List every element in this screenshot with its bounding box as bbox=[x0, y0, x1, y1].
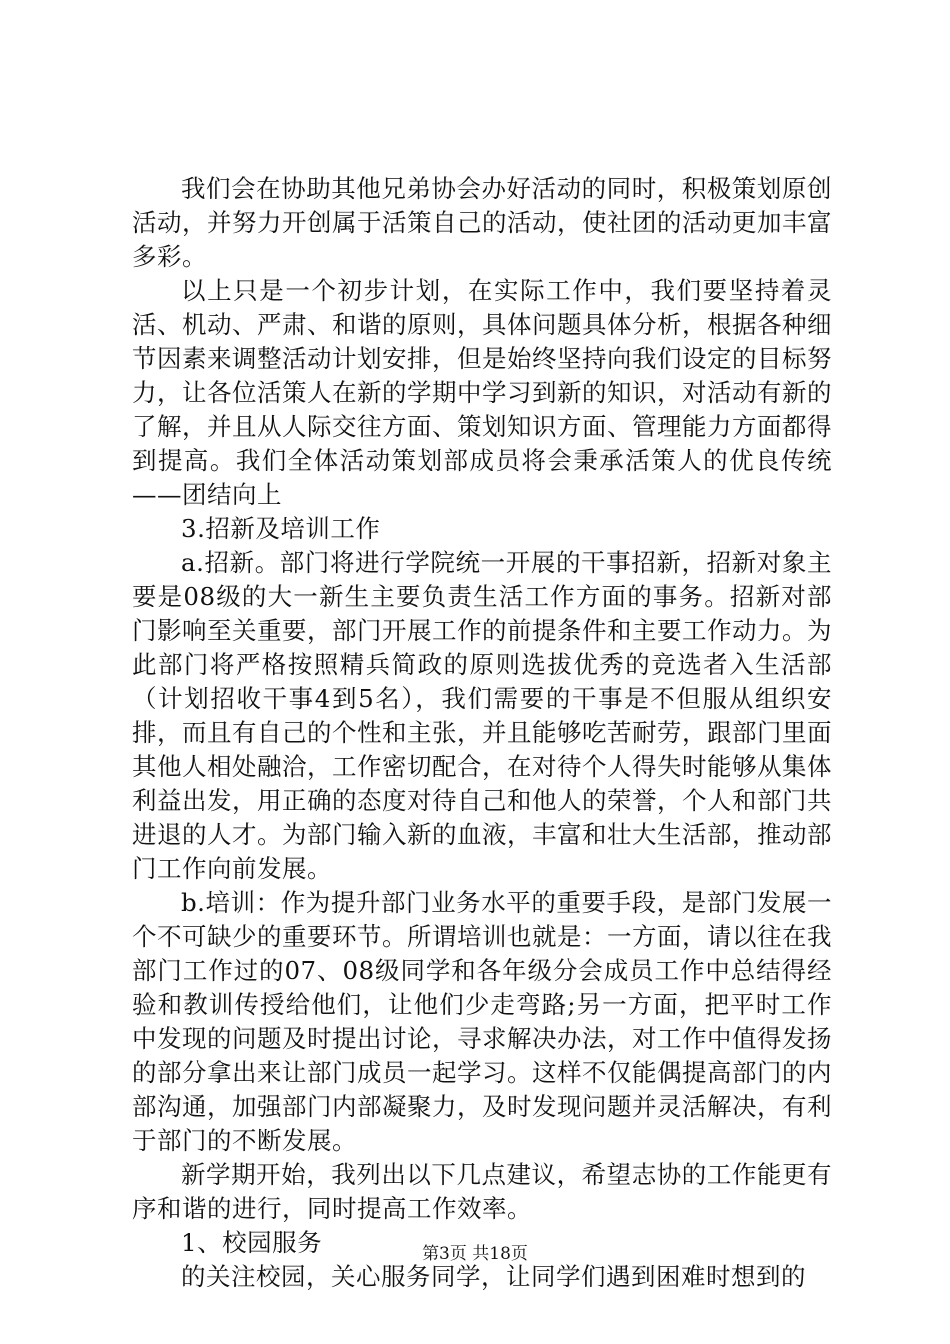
paragraph: 的关注校园，关心服务同学，让同学们遇到困难时想到的 bbox=[181, 1262, 806, 1291]
document-body bbox=[132, 172, 832, 1294]
paragraph: b.培训：作为提升部门业务水平的重要手段，是部门发展一个不可缺少的重要环节。所谓培训也就是：一方面，请以往在我部门工作过的07、08级同学和各年级分会成员工作中总结得经验和教训传授给他们，让他们少走弯路;另一方面，把平时工作中发现的问题及时提出讨论，寻求解决办法，对工作中值得发扬的部分拿出来让部门成员一起学习。这样不仅能偶提高部门的内部沟通，加强部门内部凝聚力，及时发现问题并灵活解决，有利于部门的不断发展。 bbox=[132, 888, 832, 1155]
paragraph: 以上只是一个初步计划，在实际工作中，我们要坚持着灵活、机动、严肃、和谐的原则，具体问题具体分析，根据各种细节因素来调整活动计划安排，但是始终坚持向我们设定的目标努力，让各位活策人在新的学期中学习到新的知识，对活动有新的了解，并且从人际交往方面、策划知识方面、管理能力方面都得到提高。我们全体活动策划部成员将会秉承活策人的优良传统——团结向上 bbox=[132, 276, 832, 509]
paragraph: 新学期开始，我列出以下几点建议，希望志协的工作能更有序和谐的进行，同时提高工作效率。 bbox=[132, 1160, 832, 1223]
paragraph: 我们会在协助其他兄弟协会办好活动的同时，积极策划原创活动，并努力开创属于活策自己的活动，使社团的活动更加丰富多彩。 bbox=[132, 174, 832, 271]
paragraph: a.招新。部门将进行学院统一开展的干事招新，招新对象主要是08级的大一新生主要负责生活工作方面的事务。招新对部门影响至关重要，部门开展工作的前提条件和主要工作动力。为此部门将严格按照精兵简政的原则选拔优秀的竞选者入生活部（计划招收干事4到5名），我们需要的干事是不但服从组织安排，而且有自己的个性和主张，并且能够吃苦耐劳，跟部门里面其他人相处融洽，工作密切配合，在对待个人得失时能够从集体利益出发，用正确的态度对待自己和他人的荣誉，个人和部门共进退的人才。为部门输入新的血液，丰富和壮大生活部，推动部门工作向前发展。 bbox=[132, 548, 832, 883]
section-heading: 3.招新及培训工作 bbox=[181, 514, 381, 543]
section-heading: 1、校园服务 bbox=[181, 1228, 323, 1257]
page-number-footer: 第3页 共18页 bbox=[422, 1244, 528, 1264]
